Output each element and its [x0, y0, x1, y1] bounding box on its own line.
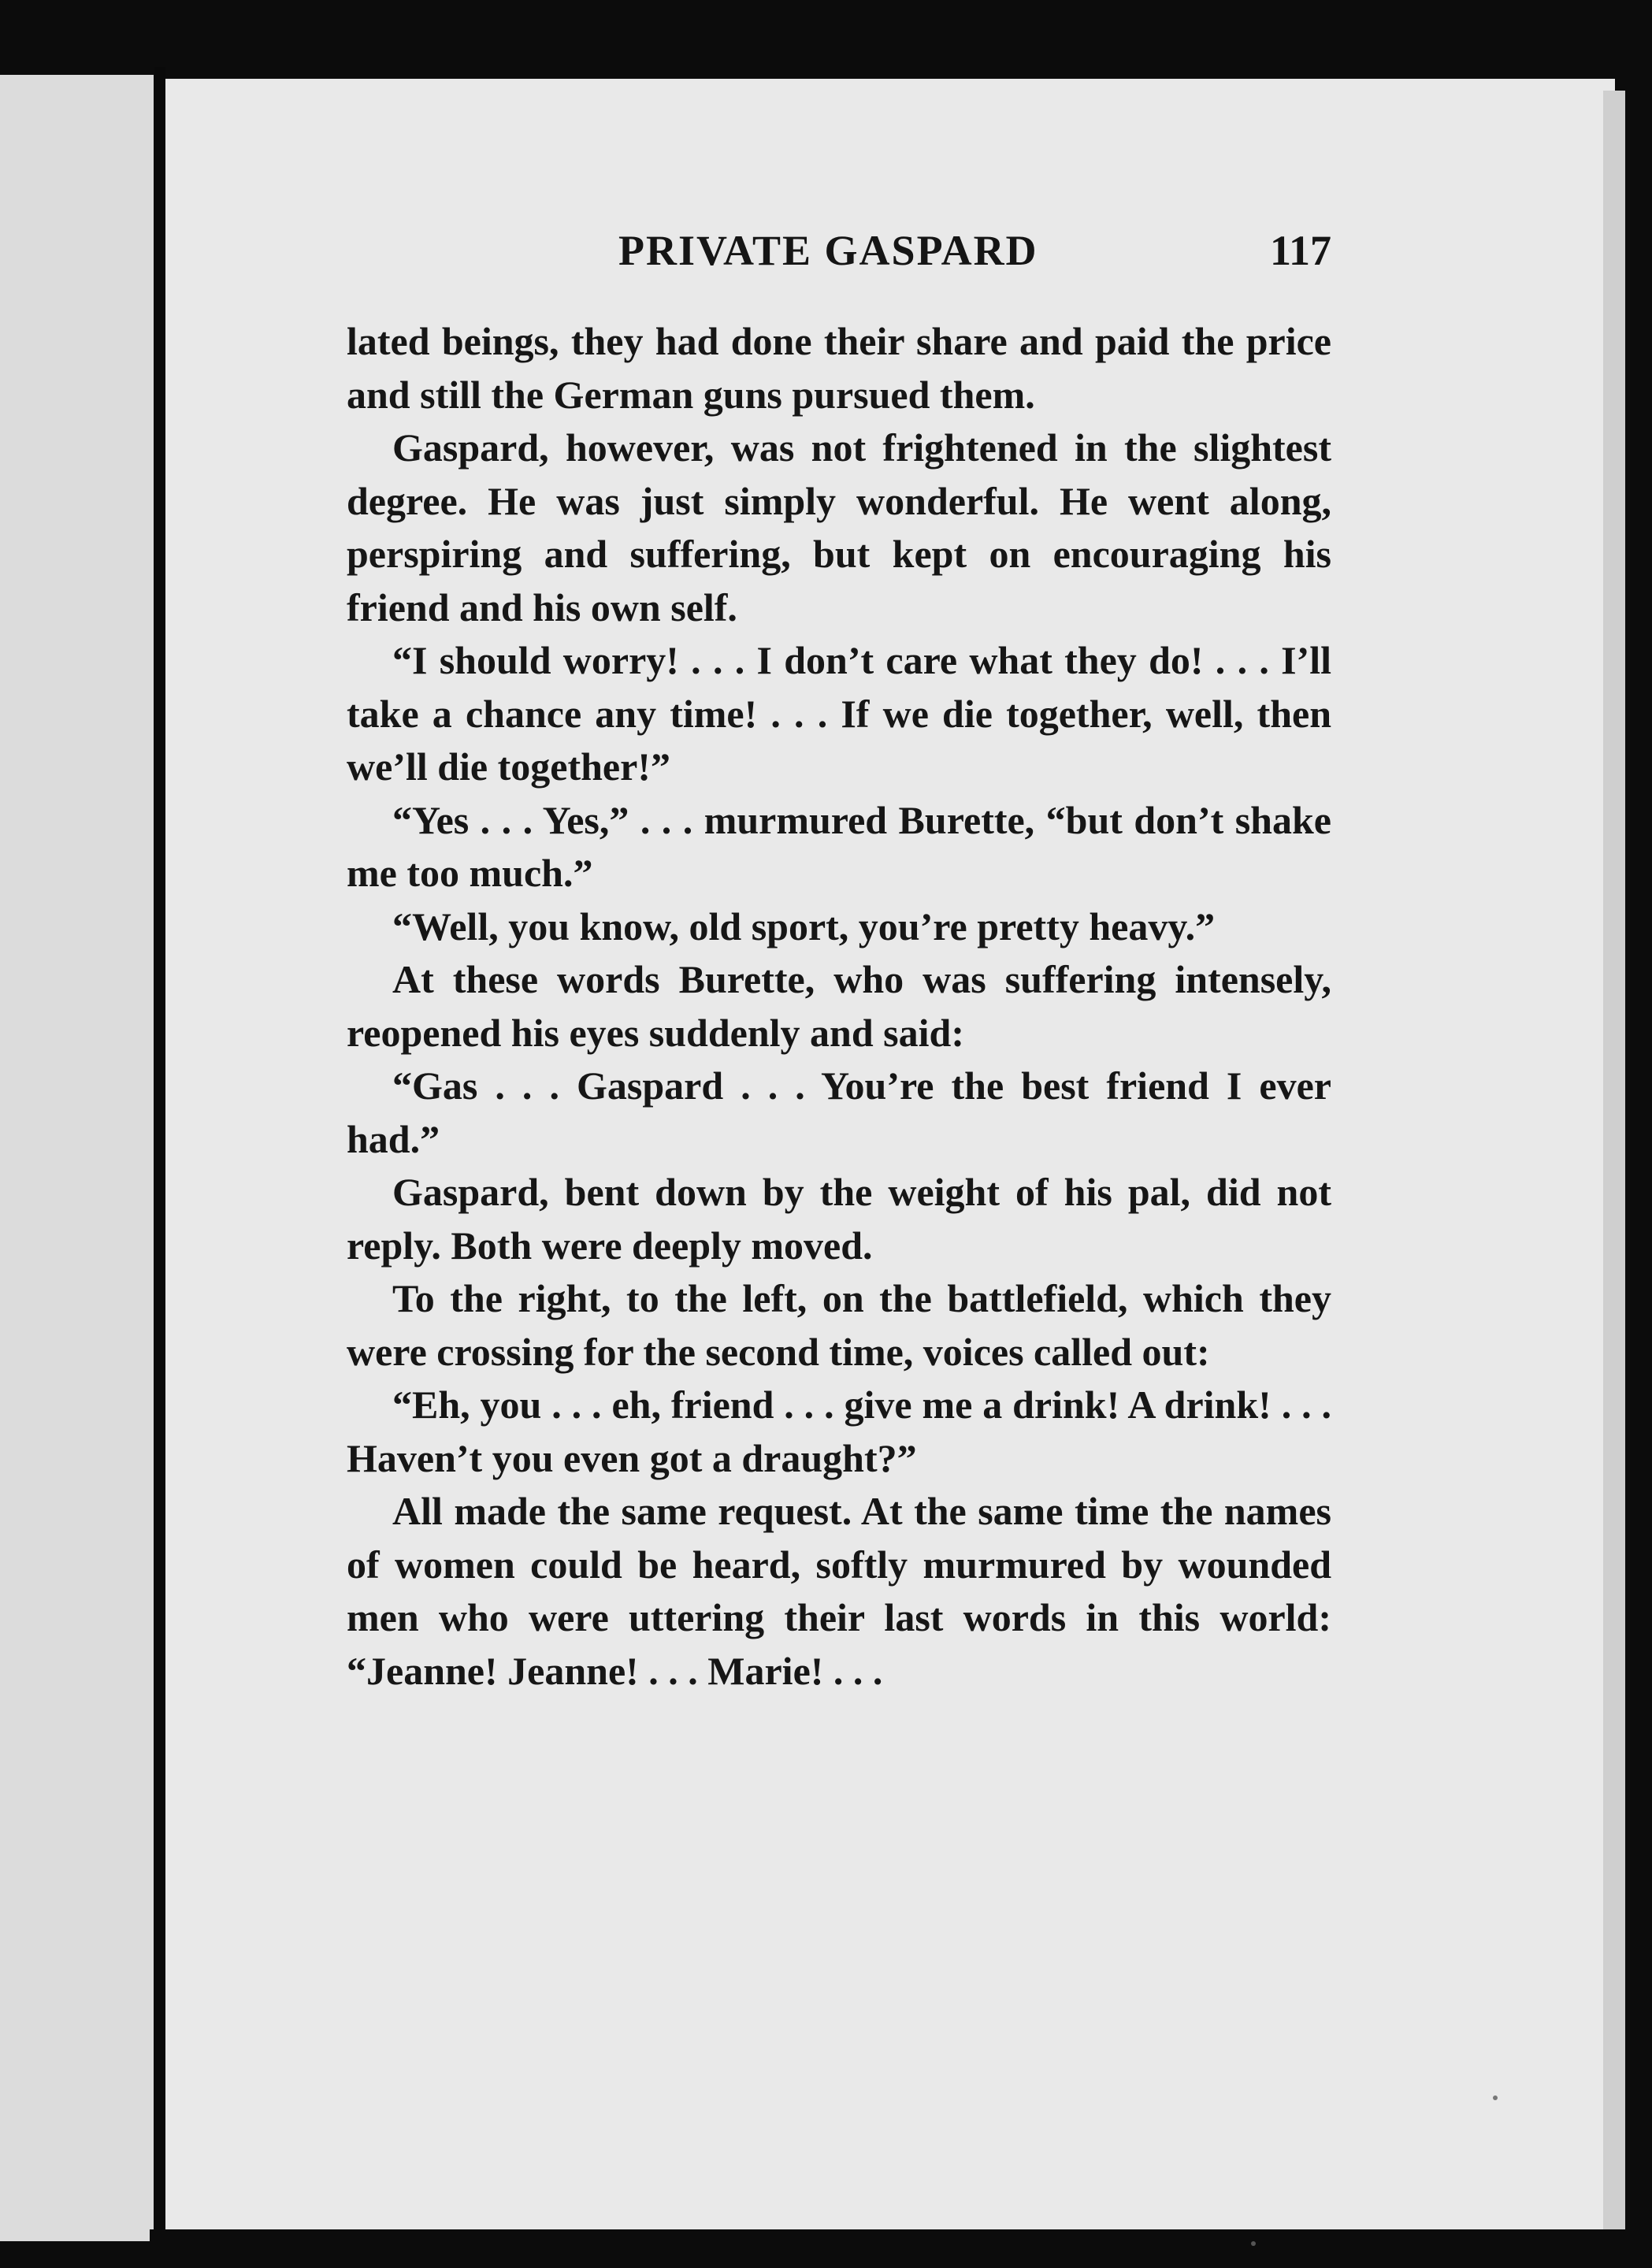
scan-bottom-border [150, 2229, 1652, 2268]
paragraph: At these words Burette, who was suffering intensely, reopened his eyes suddenly and said: [347, 957, 1331, 1055]
body-text [347, 315, 1331, 1698]
facing-page-margin [0, 75, 154, 2241]
paragraph: “Eh, you . . . eh, friend . . . give me a drink! A drink! . . . Haven’t you even got a draught?” [347, 1383, 1331, 1480]
paragraph: “Yes . . . Yes,” . . . murmured Burette, “but don’t shake me too much.” [347, 797, 1331, 895]
paper-speck [1493, 2095, 1498, 2100]
paragraph: To the right, to the left, on the battlefield, which they were crossing for the second time, voices called out: [347, 1276, 1331, 1374]
running-head [347, 217, 1331, 288]
running-title: PRIVATE GASPARD [618, 227, 1038, 274]
paragraph: “I should worry! . . . I don’t care what they do! . . . I’ll take a chance any time! . . . If we die together, well, then we’ll die together!” [347, 638, 1331, 789]
paragraph: Gaspard, however, was not frightened in the slightest degree. He was just simply wonderful. He went along, perspiring and suffering, but kept on encouraging his friend and his own self. [347, 425, 1331, 629]
paper-speck [1251, 2241, 1256, 2246]
paragraph: Gaspard, bent down by the weight of his pal, did not reply. Both were deeply moved. [347, 1170, 1331, 1268]
paragraph: All made the same request. At the same time the names of women could be heard, softly murmured by wounded men who were uttering their last words in this world: “Jeanne! Jeanne! . . . Marie! . . . [347, 1489, 1331, 1693]
paragraph: “Well, you know, old sport, you’re pretty heavy.” [392, 904, 1216, 948]
paragraph: lated beings, they had done their share and paid the price and still the German guns pursued them. [347, 319, 1331, 417]
binding-gutter-line [154, 67, 165, 2249]
paragraph: “Gas . . . Gaspard . . . You’re the best friend I ever had.” [347, 1063, 1331, 1161]
page-number: 117 [1269, 227, 1331, 274]
page-edge-shadow [1603, 91, 1625, 2241]
